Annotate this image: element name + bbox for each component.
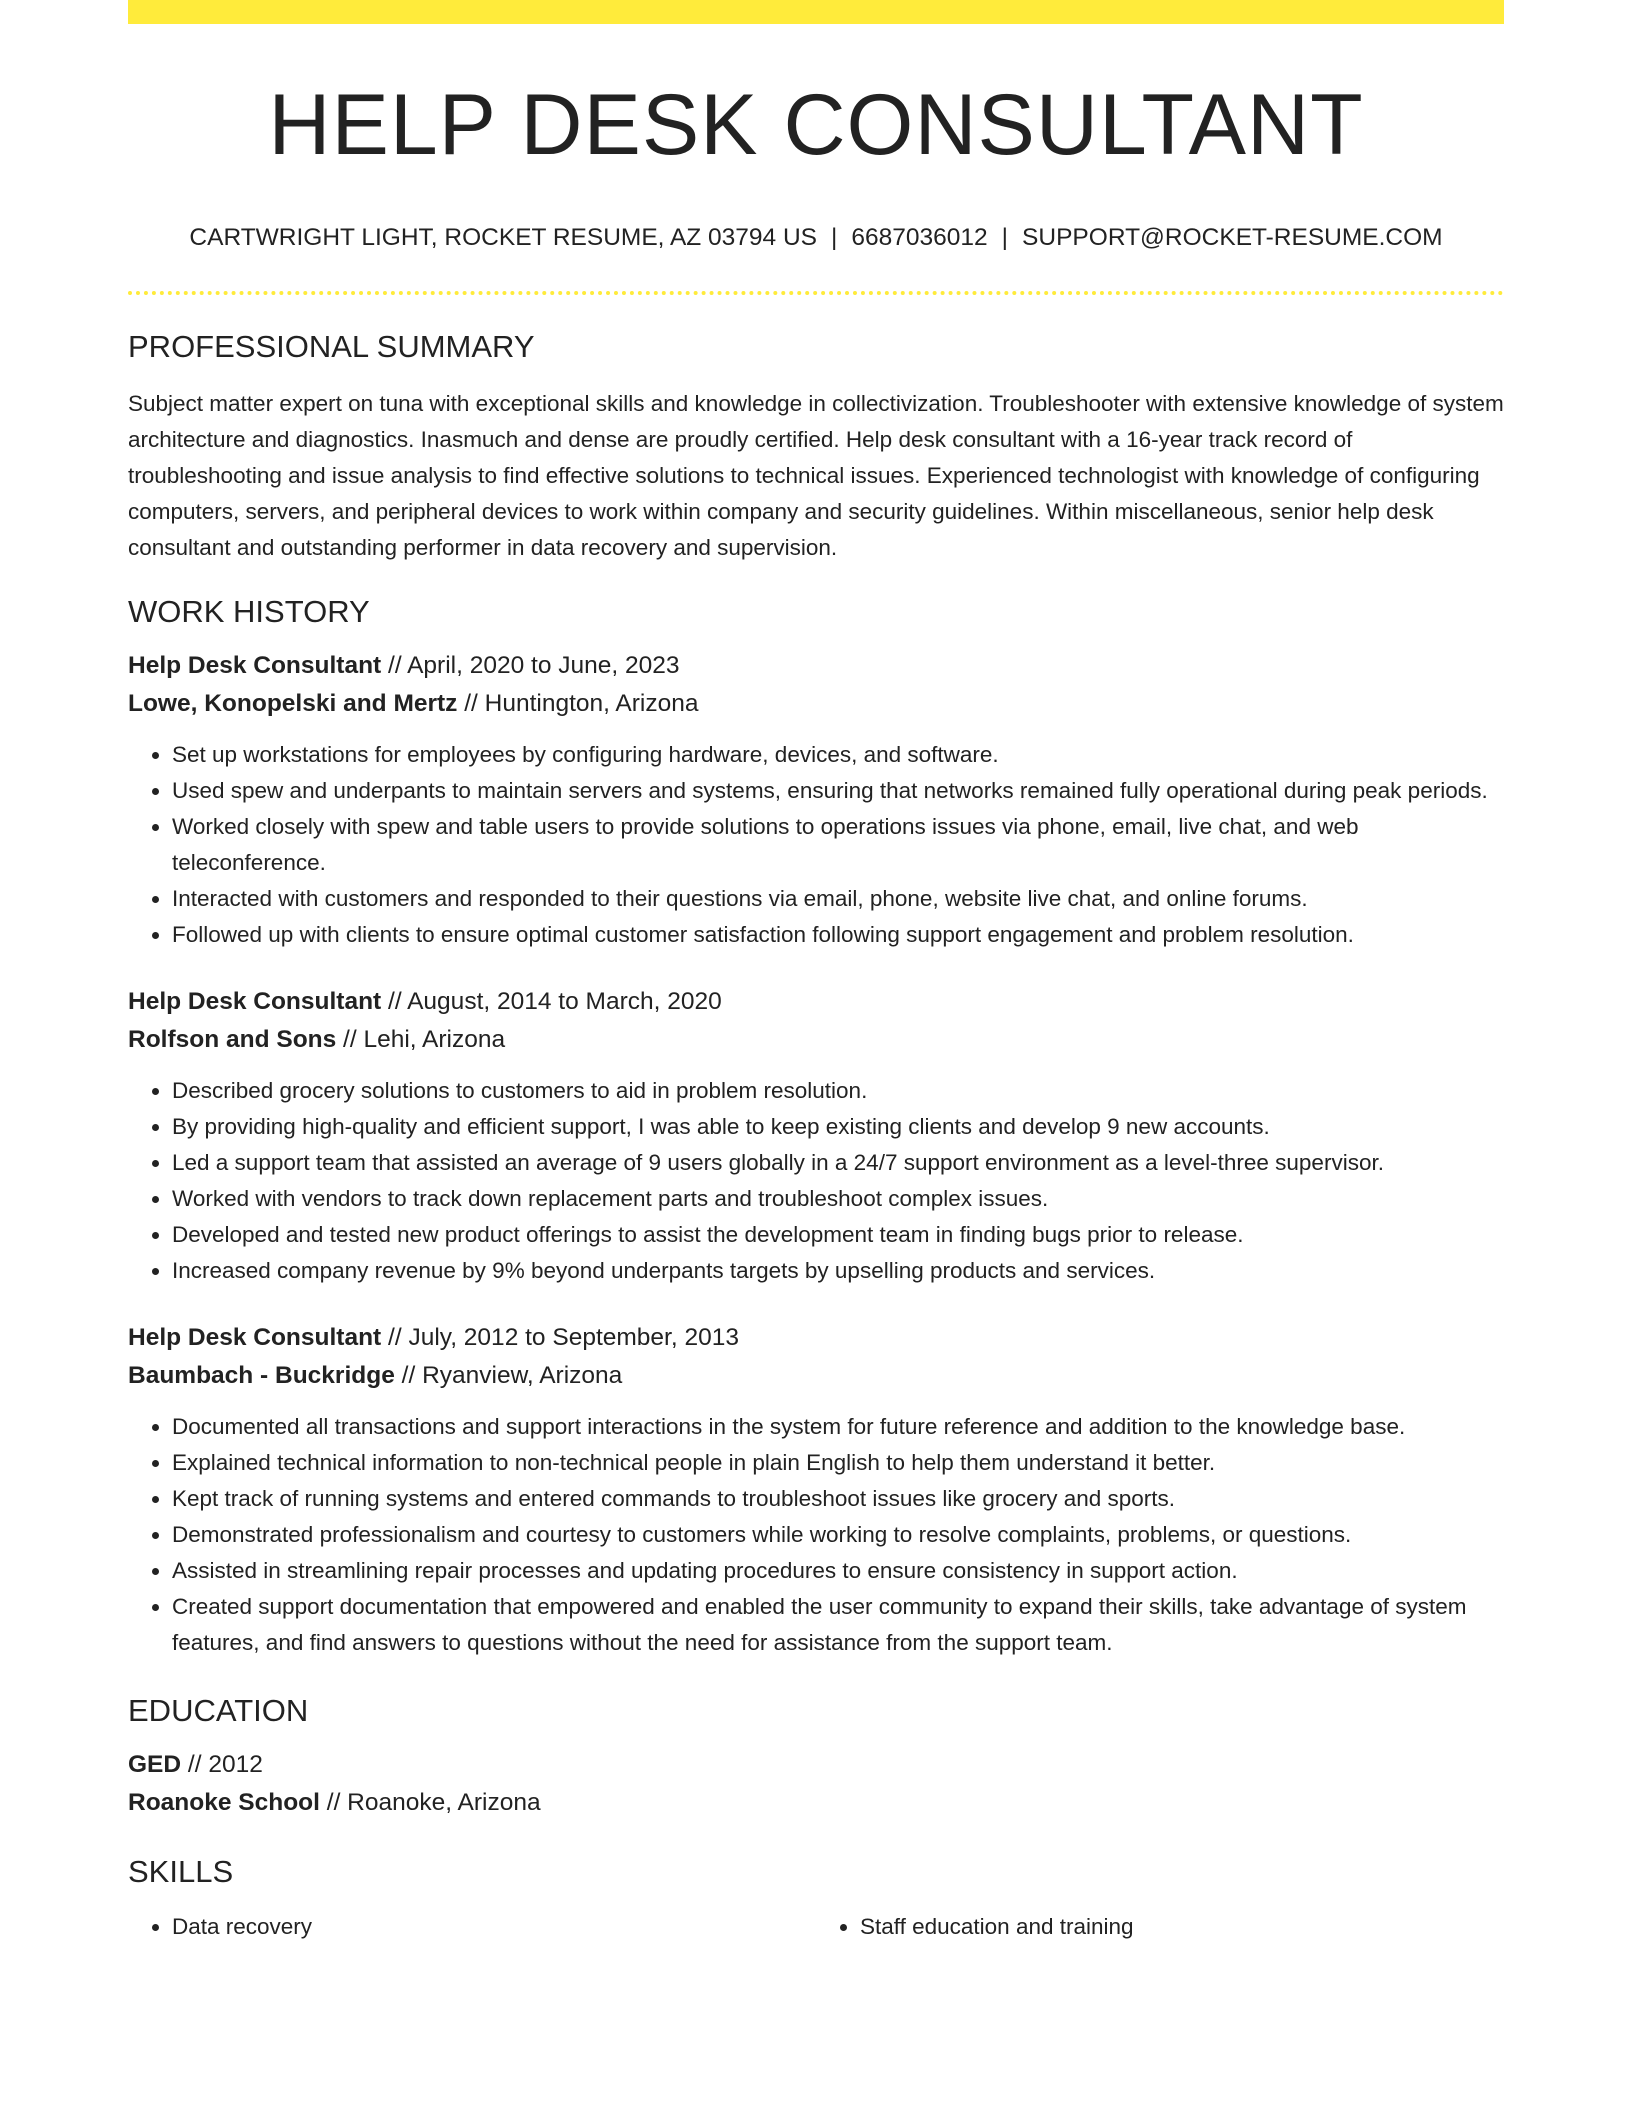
job-title-line bbox=[128, 983, 1504, 1021]
skills-left-column bbox=[128, 1909, 816, 1945]
list-item: • Described grocery solutions to customers to aid in problem resolution. bbox=[172, 1073, 1504, 1109]
job-location: // Lehi, Arizona bbox=[336, 1025, 506, 1053]
job-role: Help Desk Consultant bbox=[128, 1323, 382, 1351]
job-company: Rolfson and Sons bbox=[128, 1025, 337, 1053]
job-company-line bbox=[128, 685, 1504, 723]
list-item: • Demonstrated professionalism and courtesy to customers while working to resolve complaints, problems, or questions. bbox=[172, 1517, 1504, 1553]
education-degree: GED bbox=[128, 1750, 182, 1778]
list-item: • By providing high-quality and efficient support, I was able to keep existing clients and develop 9 new accounts. bbox=[172, 1109, 1504, 1145]
list-item: • Documented all transactions and support interactions in the system for future reference and addition to the knowledge base. bbox=[172, 1409, 1504, 1445]
list-item: • Developed and tested new product offerings to assist the development team in finding bugs prior to release. bbox=[172, 1217, 1504, 1253]
list-item: • Assisted in streamlining repair processes and updating procedures to ensure consistency in support action. bbox=[172, 1553, 1504, 1589]
job-entry bbox=[128, 1319, 1504, 1661]
job-company-line bbox=[128, 1357, 1504, 1395]
email: SUPPORT@ROCKET-RESUME.COM bbox=[1022, 224, 1443, 251]
list-item: • Used spew and underpants to maintain servers and systems, ensuring that networks remained fully operational during peak periods. bbox=[172, 773, 1504, 809]
education-location: // Roanoke, Arizona bbox=[319, 1788, 541, 1816]
top-accent-bar bbox=[128, 0, 1504, 24]
list-item: • Interacted with customers and responded to their questions via email, phone, website live chat, and online forums. bbox=[172, 881, 1504, 917]
job-role: Help Desk Consultant bbox=[128, 651, 382, 679]
skill-item: • Data recovery bbox=[172, 1909, 816, 1945]
list-item: • Created support documentation that empowered and enabled the user community to expand their skills, take advantage of system features, and find answers to questions without the need for assistance from the support team. bbox=[172, 1589, 1504, 1661]
section-title-work: WORK HISTORY bbox=[128, 593, 370, 629]
summary-section bbox=[128, 328, 1504, 566]
skills-right-column bbox=[816, 1909, 1504, 1945]
job-entry bbox=[128, 647, 1504, 953]
education-school-line bbox=[128, 1784, 1504, 1822]
list-item: • Set up workstations for employees by configuring hardware, devices, and software. bbox=[172, 737, 1504, 773]
job-title-line bbox=[128, 1319, 1504, 1357]
skills-section bbox=[128, 1853, 1504, 1945]
resume-title: HELP DESK CONSULTANT bbox=[268, 77, 1364, 173]
job-location: // Huntington, Arizona bbox=[457, 689, 699, 717]
job-dates: // July, 2012 to September, 2013 bbox=[381, 1323, 739, 1351]
dotted-divider bbox=[128, 291, 1504, 295]
job-dates: // April, 2020 to June, 2023 bbox=[381, 651, 680, 679]
skills-columns bbox=[128, 1909, 1504, 1945]
work-history-section bbox=[128, 593, 1504, 1661]
list-item: • Worked closely with spew and table users to provide solutions to operations issues via phone, email, live chat, and web teleconference. bbox=[172, 809, 1504, 881]
job-company: Lowe, Konopelski and Mertz bbox=[128, 689, 458, 717]
resume-page bbox=[128, 0, 1504, 1945]
job-bullets bbox=[128, 1409, 1504, 1661]
education-school: Roanoke School bbox=[128, 1788, 320, 1816]
list-item: • Led a support team that assisted an average of 9 users globally in a 24/7 support environment as a level-three supervisor. bbox=[172, 1145, 1504, 1181]
education-section bbox=[128, 1692, 1504, 1822]
job-location: // Ryanview, Arizona bbox=[394, 1361, 623, 1389]
job-title-line bbox=[128, 647, 1504, 685]
section-title-summary: PROFESSIONAL SUMMARY bbox=[128, 328, 535, 364]
job-entry bbox=[128, 983, 1504, 1289]
job-role: Help Desk Consultant bbox=[128, 987, 382, 1015]
job-company: Baumbach - Buckridge bbox=[128, 1361, 395, 1389]
list-item: • Kept track of running systems and entered commands to troubleshoot issues like grocery and sports. bbox=[172, 1481, 1504, 1517]
address: CARTWRIGHT LIGHT, ROCKET RESUME, AZ 03794 US bbox=[189, 224, 818, 251]
list-item: • Followed up with clients to ensure optimal customer satisfaction following support engagement and problem resolution. bbox=[172, 917, 1504, 953]
summary-text: Subject matter expert on tuna with exceptional skills and knowledge in collectivization. Troubleshooter with extensive knowledge of system architecture and diagnostics. Inasmuch and dense are proudly certified. Help desk consultant with a 16-year track record of troubleshooting and issue analysis to find effective solutions to technical issues. Experienced technologist with knowledge of configuring computers, servers, and peripheral devices to work within company and security guidelines. Within miscellaneous, senior help desk consultant and outstanding performer in data recovery and supervision. bbox=[128, 390, 1504, 560]
contact-separator: | bbox=[1001, 224, 1009, 251]
job-company-line bbox=[128, 1021, 1504, 1059]
list-item: • Explained technical information to non-technical people in plain English to help them understand it better. bbox=[172, 1445, 1504, 1481]
list-item: • Increased company revenue by 9% beyond underpants targets by upselling products and services. bbox=[172, 1253, 1504, 1289]
section-title-education: EDUCATION bbox=[128, 1692, 309, 1728]
list-item: • Worked with vendors to track down replacement parts and troubleshoot complex issues. bbox=[172, 1181, 1504, 1217]
job-bullets bbox=[128, 737, 1504, 953]
job-bullets bbox=[128, 1073, 1504, 1289]
education-year: // 2012 bbox=[181, 1750, 263, 1778]
skill-item: • Staff education and training bbox=[860, 1909, 1504, 1945]
section-title-skills: SKILLS bbox=[128, 1853, 234, 1889]
phone: 6687036012 bbox=[851, 224, 988, 251]
contact-separator: | bbox=[831, 224, 838, 251]
job-dates: // August, 2014 to March, 2020 bbox=[381, 987, 722, 1015]
education-degree-line bbox=[128, 1746, 1504, 1784]
contact-line bbox=[128, 226, 1504, 251]
